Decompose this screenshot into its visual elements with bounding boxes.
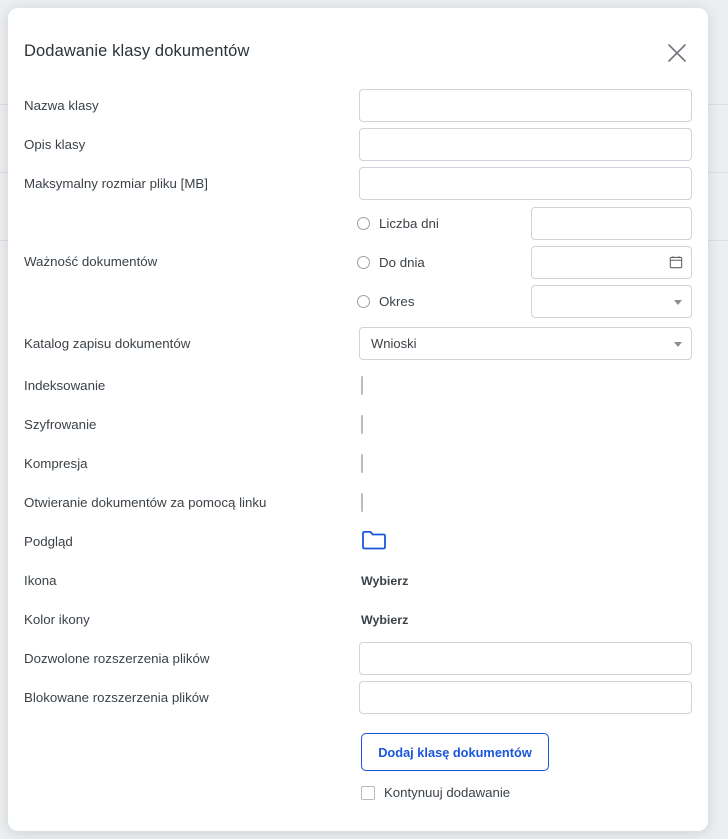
label-encryption: Szyfrowanie bbox=[24, 416, 97, 432]
field-preview bbox=[361, 529, 692, 555]
validity-days-input[interactable] bbox=[531, 207, 692, 240]
label-compression: Kompresja bbox=[24, 455, 88, 471]
row-blocked-ext bbox=[24, 678, 692, 717]
validity-option-period bbox=[357, 282, 692, 321]
row-icon bbox=[24, 561, 692, 600]
field-indexing bbox=[361, 377, 692, 395]
validity-period-radio-wrap[interactable] bbox=[357, 294, 531, 309]
continue-adding-label: Kontynuuj dodawanie bbox=[384, 785, 511, 800]
field-icon bbox=[361, 572, 692, 590]
label-max-size: Maksymalny rozmiar pliku [MB] bbox=[24, 175, 208, 191]
validity-days-radio-wrap[interactable] bbox=[357, 216, 531, 231]
icon-pick-link[interactable]: Wybierz bbox=[361, 573, 409, 588]
label-description: Opis klasy bbox=[24, 136, 86, 152]
row-catalog bbox=[24, 321, 692, 366]
label-catalog: Katalog zapisu dokumentów bbox=[24, 335, 191, 351]
row-max-size bbox=[24, 164, 692, 203]
field-encryption bbox=[361, 416, 692, 434]
field-description bbox=[359, 128, 692, 161]
validity-option-days bbox=[357, 204, 692, 243]
folder-icon[interactable] bbox=[361, 529, 692, 555]
row-validity bbox=[24, 203, 692, 321]
field-catalog bbox=[359, 327, 692, 360]
row-encryption bbox=[24, 405, 692, 444]
chevron-down-icon bbox=[674, 300, 682, 305]
label-preview: Podgląd bbox=[24, 533, 73, 549]
row-description bbox=[24, 125, 692, 164]
compression-checkbox[interactable] bbox=[361, 454, 363, 473]
radio-period[interactable] bbox=[357, 295, 370, 308]
catalog-select[interactable] bbox=[359, 327, 692, 360]
row-allowed-ext bbox=[24, 639, 692, 678]
field-blocked-ext bbox=[359, 681, 692, 714]
add-document-class-dialog bbox=[8, 8, 708, 831]
row-open-by-link bbox=[24, 483, 692, 522]
label-allowed-ext: Dozwolone rozszerzenia plików bbox=[24, 650, 210, 666]
open-by-link-checkbox[interactable] bbox=[361, 493, 363, 512]
label-icon-color: Kolor ikony bbox=[24, 611, 90, 627]
field-open-by-link bbox=[361, 494, 692, 512]
indexing-checkbox[interactable] bbox=[361, 376, 363, 395]
description-input[interactable] bbox=[359, 128, 692, 161]
footer-actions bbox=[361, 733, 692, 800]
label-icon: Ikona bbox=[24, 572, 57, 588]
document-class-form bbox=[8, 86, 708, 800]
icon-color-pick-link[interactable]: Wybierz bbox=[361, 612, 409, 627]
validity-date-radio-wrap[interactable] bbox=[357, 255, 531, 270]
continue-adding-row bbox=[361, 785, 692, 800]
validity-option-date bbox=[357, 243, 692, 282]
validity-date-input[interactable] bbox=[531, 246, 692, 279]
validity-date-field bbox=[531, 246, 692, 279]
radio-days[interactable] bbox=[357, 217, 370, 230]
field-allowed-ext bbox=[359, 642, 692, 675]
radio-date[interactable] bbox=[357, 256, 370, 269]
radio-date-label: Do dnia bbox=[379, 254, 425, 270]
label-open-by-link: Otwieranie dokumentów za pomocą linku bbox=[24, 494, 267, 510]
validity-period-select[interactable] bbox=[531, 285, 692, 318]
catalog-value: Wnioski bbox=[371, 336, 417, 351]
field-compression bbox=[361, 455, 692, 473]
label-validity: Ważność dokumentów bbox=[24, 254, 158, 270]
close-icon[interactable] bbox=[664, 40, 690, 66]
submit-button[interactable]: Dodaj klasę dokumentów bbox=[361, 733, 549, 771]
row-name bbox=[24, 86, 692, 125]
blocked-ext-input[interactable] bbox=[359, 681, 692, 714]
row-footer bbox=[24, 717, 692, 800]
row-preview bbox=[24, 522, 692, 561]
row-icon-color bbox=[24, 600, 692, 639]
dialog-header bbox=[8, 8, 708, 86]
encryption-checkbox[interactable] bbox=[361, 415, 363, 434]
name-input[interactable] bbox=[359, 89, 692, 122]
field-name bbox=[359, 89, 692, 122]
field-max-size bbox=[359, 167, 692, 200]
row-indexing bbox=[24, 366, 692, 405]
continue-adding-checkbox[interactable] bbox=[361, 786, 375, 800]
field-validity bbox=[357, 204, 692, 321]
allowed-ext-input[interactable] bbox=[359, 642, 692, 675]
chevron-down-icon bbox=[674, 342, 682, 347]
radio-period-label: Okres bbox=[379, 293, 415, 309]
row-compression bbox=[24, 444, 692, 483]
max-size-input[interactable] bbox=[359, 167, 692, 200]
label-name: Nazwa klasy bbox=[24, 97, 99, 113]
label-indexing: Indeksowanie bbox=[24, 377, 106, 393]
dialog-title: Dodawanie klasy dokumentów bbox=[24, 42, 250, 60]
radio-days-label: Liczba dni bbox=[379, 215, 439, 231]
field-icon-color bbox=[361, 611, 692, 629]
label-blocked-ext: Blokowane rozszerzenia plików bbox=[24, 689, 209, 705]
